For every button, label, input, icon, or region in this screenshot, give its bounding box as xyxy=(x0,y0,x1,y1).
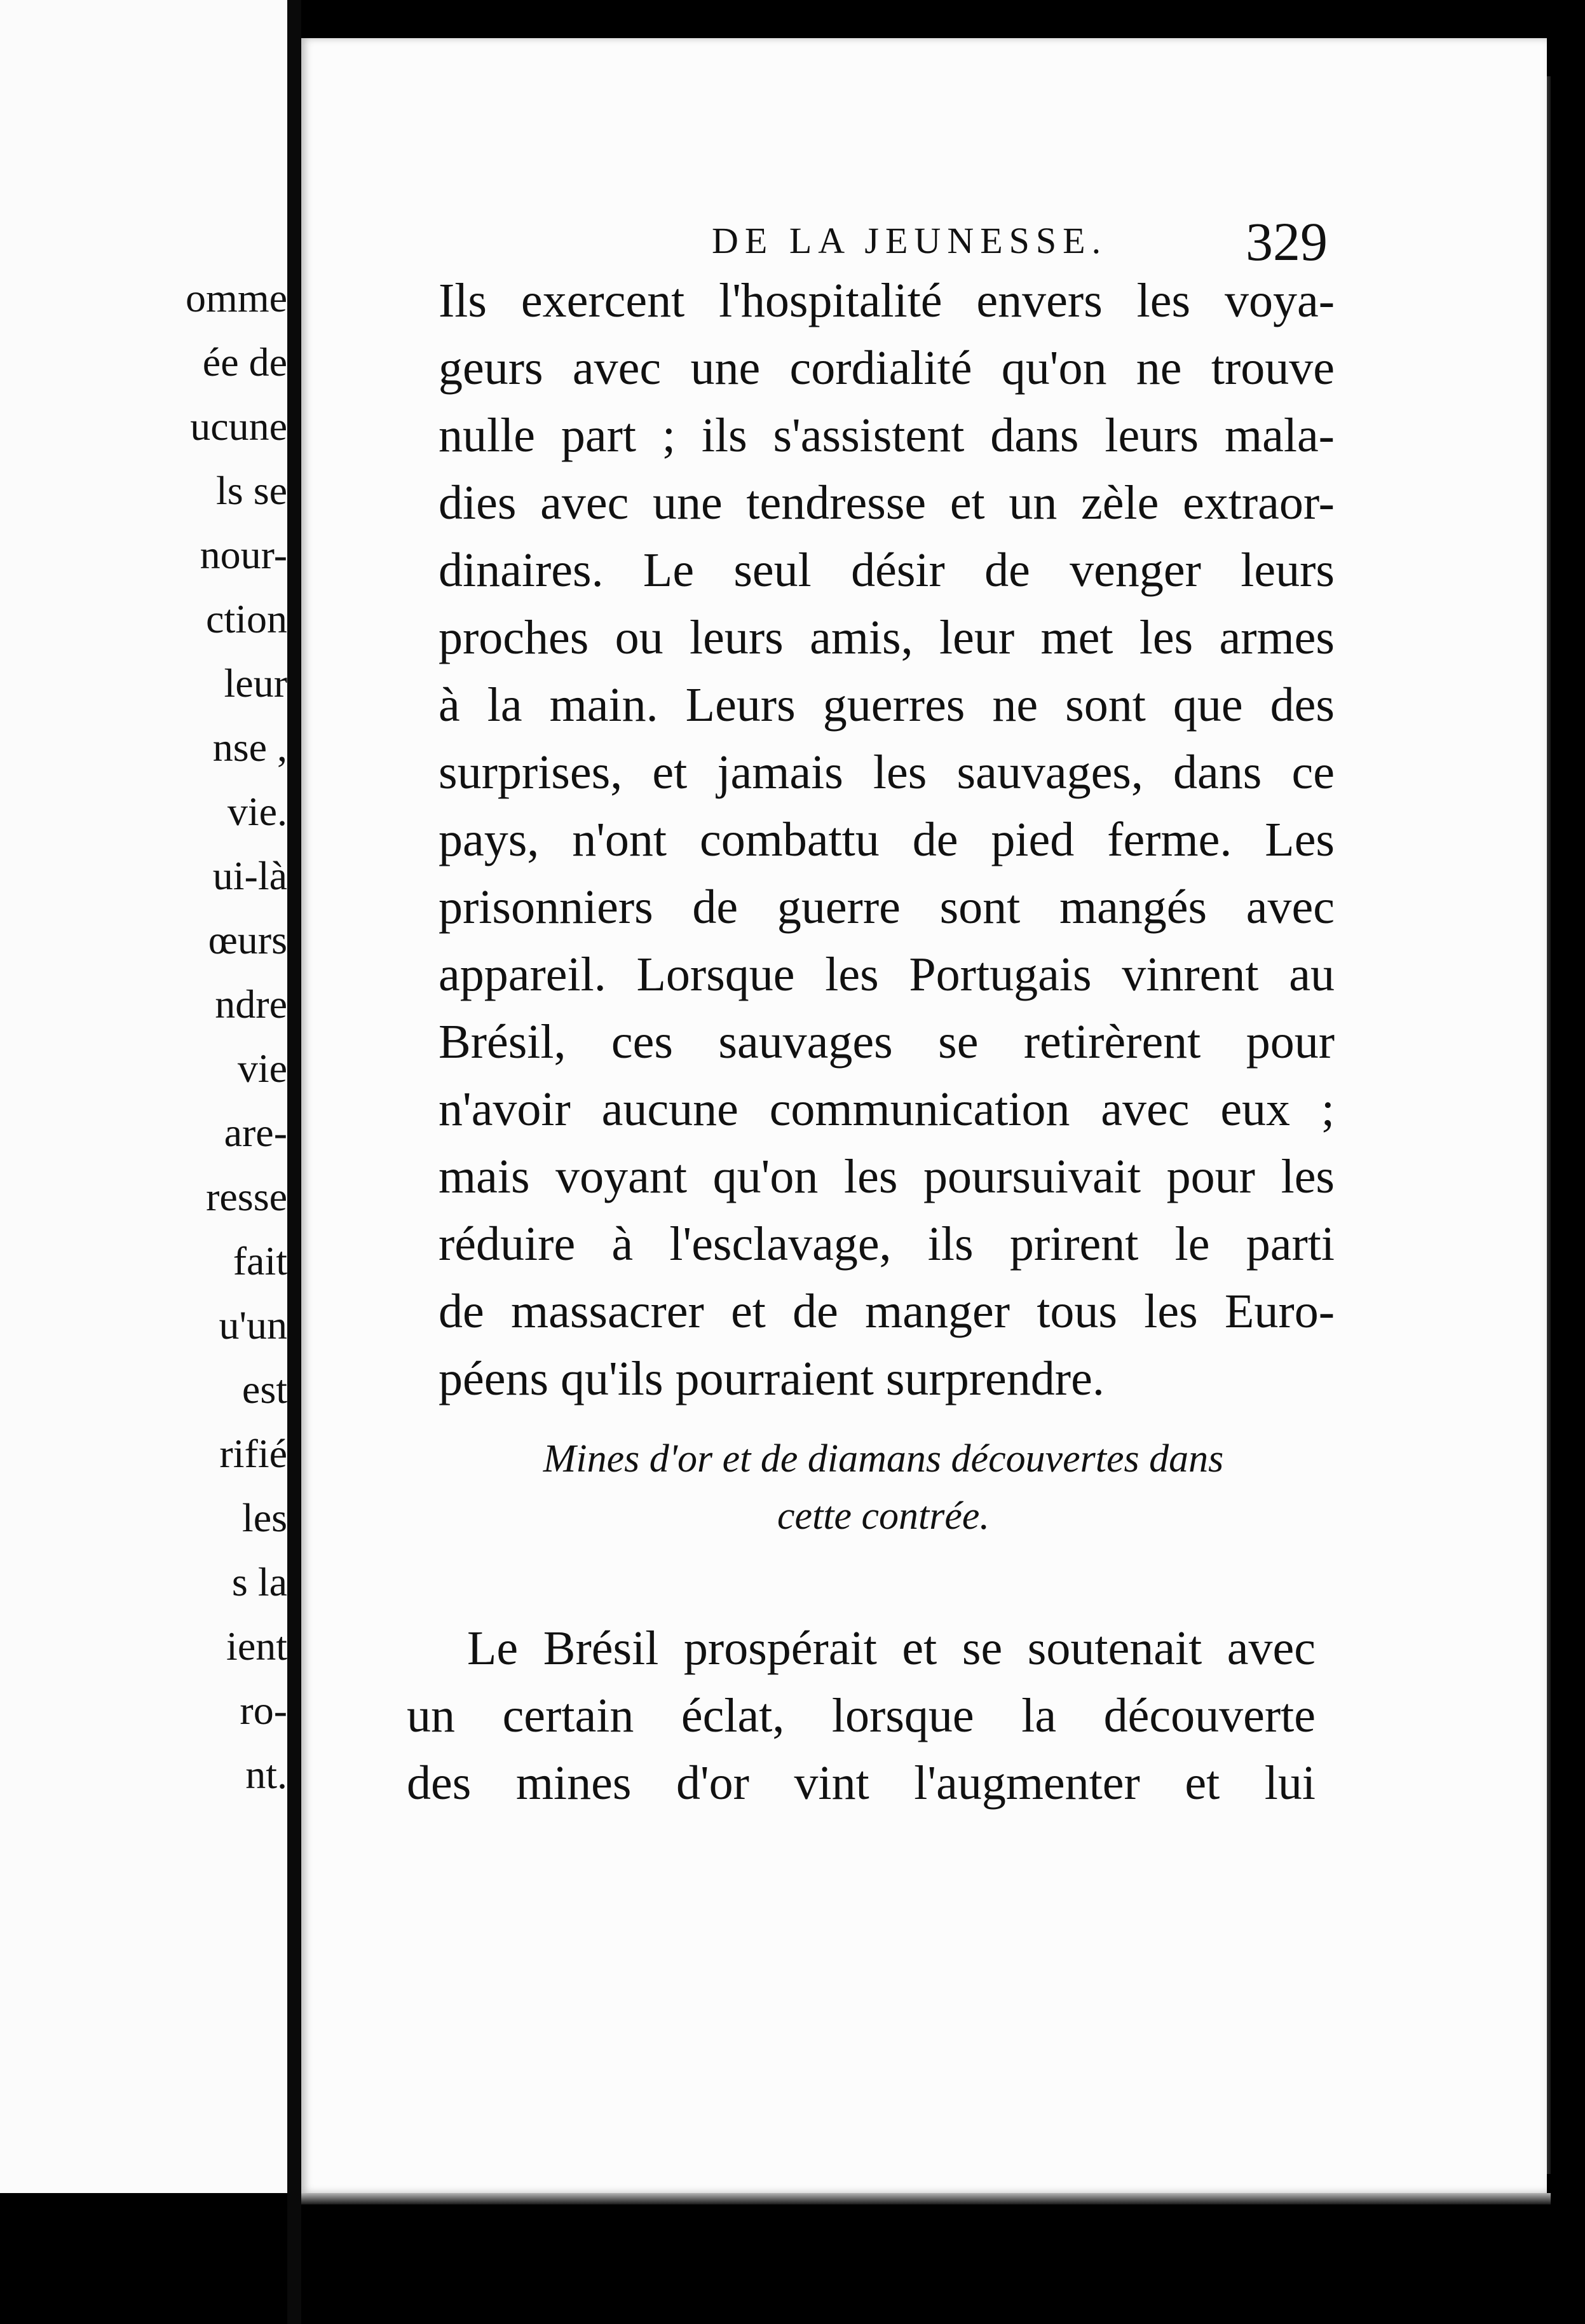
text-line: un certain éclat, lorsque la découverte xyxy=(407,1689,1316,1742)
left-line: vie xyxy=(237,1046,287,1091)
left-line: ui-là xyxy=(212,853,287,898)
text-line: proches ou leurs amis, leur met les armes xyxy=(439,611,1335,664)
text-line: dinaires. Le seul désir de venger leurs xyxy=(439,543,1335,597)
text-line: mais voyant qu'on les poursuivait pour les xyxy=(439,1150,1335,1203)
text-line: des mines d'or vint l'augmenter et lui xyxy=(407,1756,1316,1810)
running-head: DE LA JEUNESSE. xyxy=(712,220,1108,261)
left-line: nse , xyxy=(212,725,287,770)
paragraph-2 xyxy=(407,1615,1316,1817)
text-line: Le Brésil prospérait et se soutenait avec xyxy=(467,1622,1316,1675)
text-line: Ils exercent l'hospitalité envers les voya- xyxy=(439,274,1335,327)
heading-line: cette contrée. xyxy=(777,1494,990,1538)
heading-line: Mines d'or et de diamans découvertes dans xyxy=(543,1437,1224,1480)
left-line: fait xyxy=(233,1238,287,1283)
text-line: péens qu'ils pourraient surprendre. xyxy=(439,1352,1105,1405)
left-line: ro- xyxy=(240,1688,287,1733)
left-line: vie. xyxy=(227,789,287,834)
left-line: est xyxy=(241,1367,287,1412)
left-line: nour- xyxy=(200,532,287,577)
text-line: réduire à l'esclavage, ils prirent le parti xyxy=(439,1217,1335,1271)
text-line: dies avec une tendresse et un zèle extraor- xyxy=(439,476,1335,530)
paragraph-1 xyxy=(439,267,1335,1412)
text-line: à la main. Leurs guerres ne sont que des xyxy=(439,678,1335,732)
left-page-fragment xyxy=(0,0,290,2193)
text-line: pays, n'ont combattu de pied ferme. Les xyxy=(439,813,1335,866)
left-line: rifié xyxy=(219,1431,287,1476)
left-line: omme xyxy=(186,275,287,320)
text-line: Brésil, ces sauvages se retirèrent pour xyxy=(439,1015,1335,1069)
left-line: ucune xyxy=(190,404,287,449)
left-line: ndre xyxy=(215,981,287,1027)
text-line: surprises, et jamais les sauvages, dans ce xyxy=(439,746,1335,799)
page-bottom-edge xyxy=(301,2193,1551,2204)
text-line: n'avoir aucune communication avec eux ; xyxy=(439,1083,1335,1136)
left-line: les xyxy=(241,1495,287,1540)
left-line: ient xyxy=(226,1623,287,1669)
left-line: resse xyxy=(206,1174,287,1219)
text-line: prisonniers de guerre sont mangés avec xyxy=(439,880,1335,934)
left-line: leur xyxy=(224,660,287,706)
left-line: ction xyxy=(206,596,287,641)
left-line: nt. xyxy=(245,1752,287,1797)
text-line: nulle part ; ils s'assistent dans leurs mala- xyxy=(439,409,1335,462)
page-number: 329 xyxy=(1246,211,1328,272)
text-line: geurs avec une cordialité qu'on ne trouve xyxy=(439,341,1335,395)
left-line: ée de xyxy=(202,339,287,385)
left-line: u'un xyxy=(219,1302,287,1348)
book-gutter xyxy=(287,0,301,2324)
left-line: are- xyxy=(224,1110,287,1155)
left-line: œurs xyxy=(208,917,287,962)
left-page-text xyxy=(0,266,287,1807)
text-line: de massacrer et de manger tous les Euro- xyxy=(439,1285,1335,1338)
left-line: ls se xyxy=(216,468,287,513)
left-line: s la xyxy=(231,1559,287,1604)
text-line: appareil. Lorsque les Portugais vinrent au xyxy=(439,948,1335,1001)
section-heading xyxy=(439,1430,1328,1545)
